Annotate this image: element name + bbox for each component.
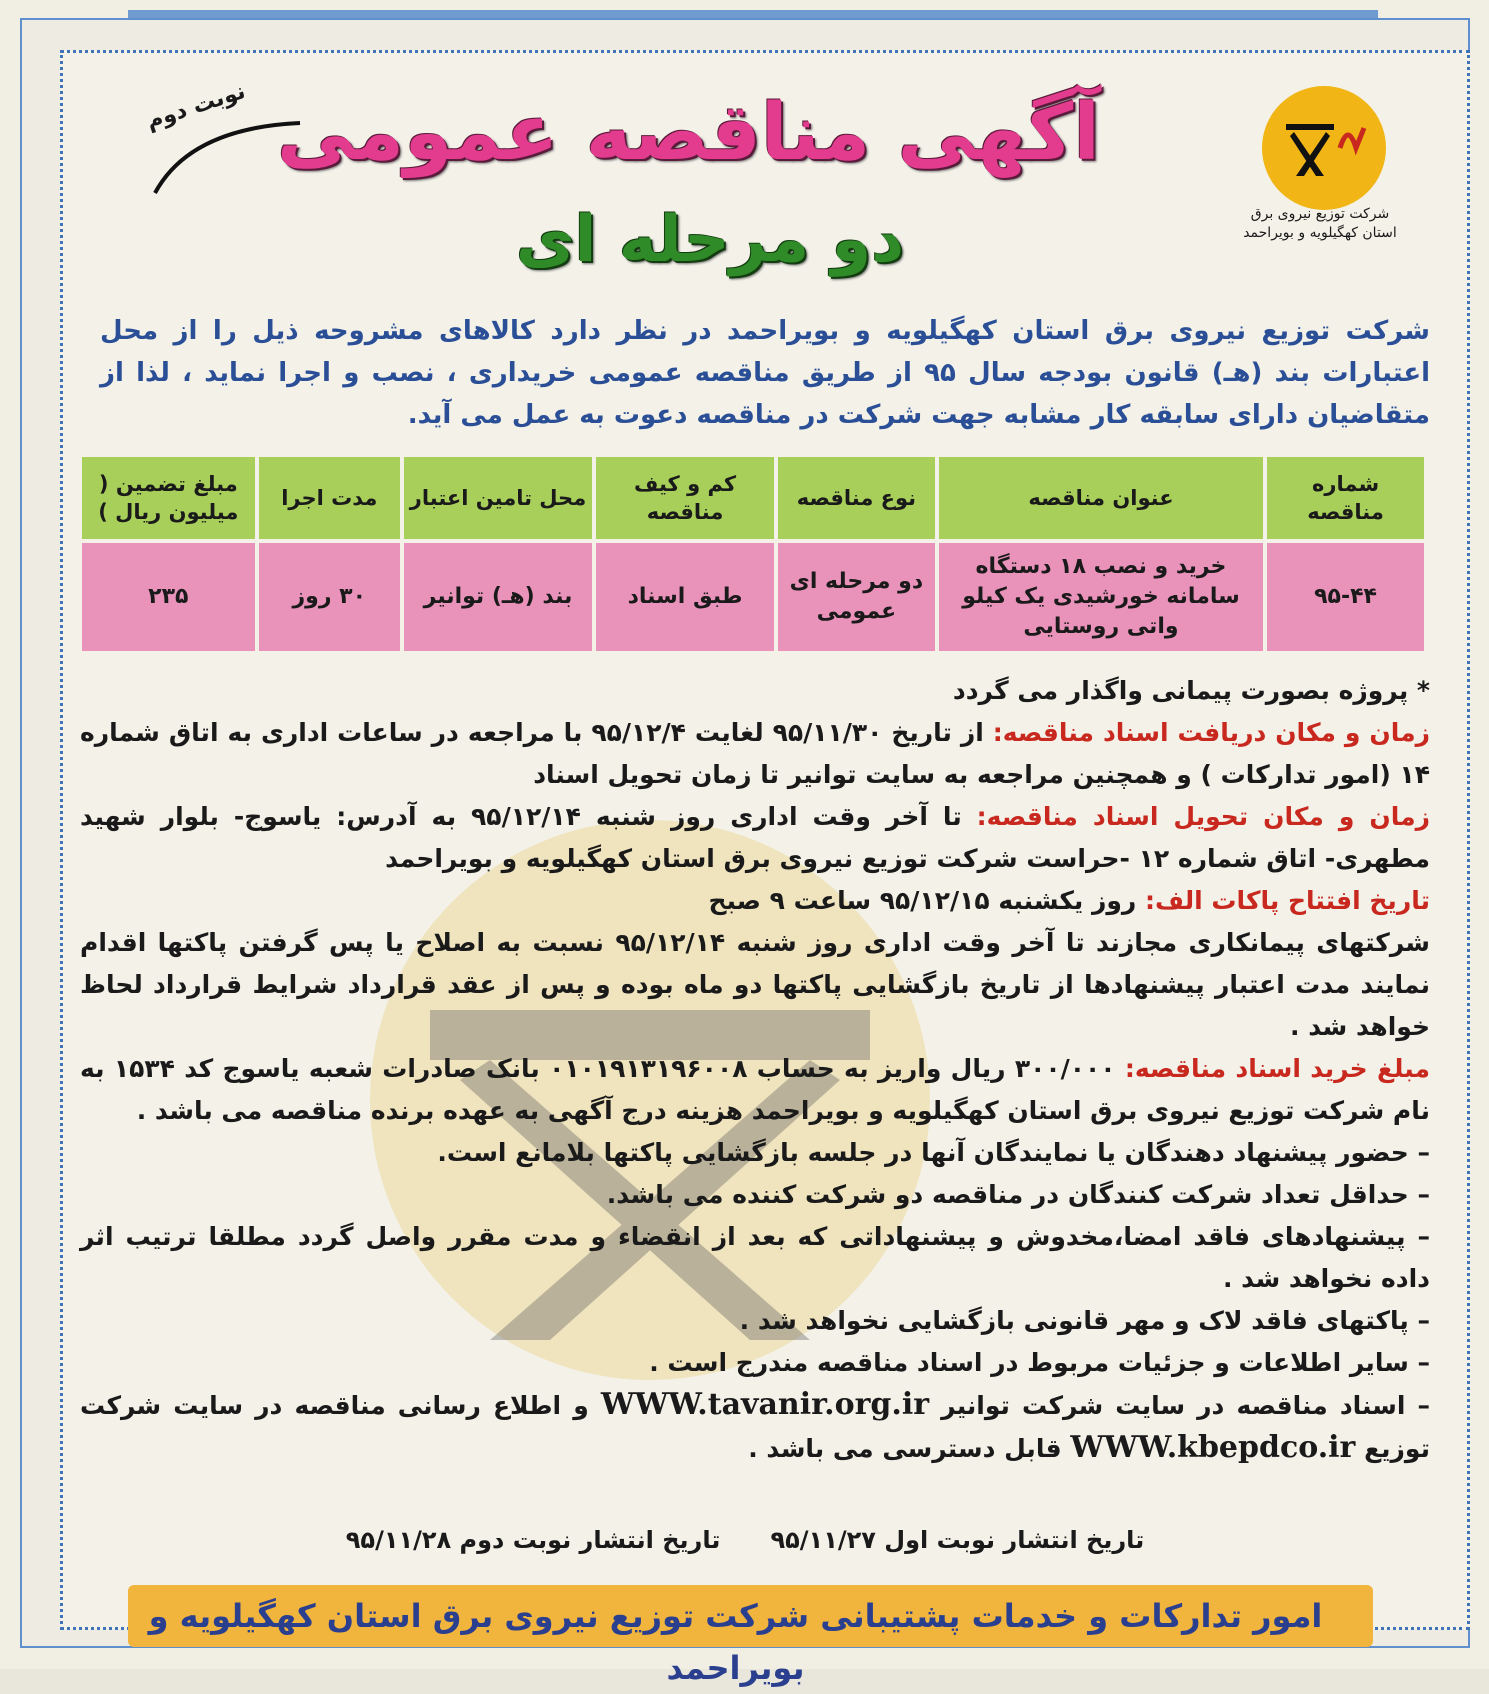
header-cell: محل تامین اعتبار xyxy=(404,457,592,539)
list-item: – پاکتهای فاقد لاک و مهر قانونی بازگشایی نخواهد شد . xyxy=(739,1306,1430,1335)
table-cell: ۲۳۵ xyxy=(82,543,255,651)
second-publish-date: تاریخ انتشار نوبت دوم ۹۵/۱۱/۲۸ xyxy=(345,1526,721,1554)
first-publish-date: تاریخ انتشار نوبت اول ۹۵/۱۱/۲۷ xyxy=(770,1526,1145,1554)
purchase-label: مبلغ خرید اسناد مناقصه: xyxy=(1124,1054,1430,1083)
table-cell: دو مرحله ای عمومی xyxy=(778,543,935,651)
opening-text: روز یکشنبه ۹۵/۱۲/۱۵ ساعت ۹ صبح xyxy=(708,886,1137,915)
delivery-text: تا آخر وقت اداری روز شنبه ۹۵/۱۲/۱۴ به آدرس: یاسوج- بلوار شهید مطهری- اتاق شماره ۱۲ -حراست شرکت توزیع نیروی برق استان کهگیلویه و بویراحمد xyxy=(80,802,1430,873)
list-item: – پیشنهادهای فاقد امضا،مخدوش و پیشنهاداتی که بعد از انقضاء و مدت مقرر واصل گردد مطلقا ترتیب اثر داده نخواهد شد . xyxy=(80,1222,1430,1293)
header-cell: مبلغ تضمین ( میلیون ریال ) xyxy=(82,457,255,539)
purchase-text: ۳۰۰/۰۰۰ ریال واریز به حساب ۰۱۰۱۹۱۳۱۹۶۰۰۸ بانک صادرات شعبه یاسوج کد ۱۵۳۴ به نام شرکت توزیع نیروی برق استان کهگیلویه و بویراحمد هزینه درج آگهی به عهده برنده مناقصه می باشد . xyxy=(80,1054,1430,1125)
list-item: – سایر اطلاعات و جزئیات مربوط در اسناد مناقصه مندرج است . xyxy=(649,1348,1430,1377)
delivery-label: زمان و مکان تحویل اسناد مناقصه: xyxy=(976,802,1430,831)
brand-line-1: شرکت توزیع نیروی برق xyxy=(1250,206,1390,222)
list-item: – حداقل تعداد شرکت کنندگان در مناقصه دو شرکت کننده می باشد. xyxy=(606,1180,1430,1209)
footer-text: امور تدارکات و خدمات پشتیبانی شرکت توزیع نیروی برق استان کهگیلویه و بویراحمد xyxy=(148,1597,1323,1687)
table-cell: ۳۰ روز xyxy=(259,543,400,651)
header-cell: مدت اجرا xyxy=(259,457,400,539)
publish-dates xyxy=(280,1526,1210,1554)
brand-line-2: استان کهگیلویه و بویراحمد xyxy=(1243,225,1397,241)
purchase-docs xyxy=(80,1048,1430,1132)
contract-note: * پروژه بصورت پیمانی واگذار می گردد xyxy=(952,676,1430,705)
deliver-docs xyxy=(80,796,1430,880)
receive-text: از تاریخ ۹۵/۱۱/۳۰ لغایت ۹۵/۱۲/۴ با مراجعه در ساعات اداری به اتاق شماره ۱۴ (امور تدارکات ) و همچنین مراجعه به سایت توانیر تا زمان تحویل اسناد xyxy=(80,718,1430,789)
docs-text-mid: و اطلاع رسانی مناقصه در سایت شرکت توزیع xyxy=(80,1391,1430,1463)
table-cell: ۹۵-۴۴ xyxy=(1267,543,1424,651)
header-cell: کم و کیف مناقصه xyxy=(596,457,774,539)
list-item: – حضور پیشنهاد دهندگان یا نمایندگان آنها در جلسه بازگشایی پاکتها بلامانع است. xyxy=(437,1138,1430,1167)
header-cell: عنوان مناقصه xyxy=(939,457,1263,539)
table-cell: بند (هـ) توانیر xyxy=(404,543,592,651)
header-cell: شماره مناقصه xyxy=(1267,457,1424,539)
power-tower-icon xyxy=(1284,118,1368,178)
ad-body xyxy=(80,670,1430,1470)
receive-docs xyxy=(80,712,1430,796)
turn-label: نوبت دوم xyxy=(143,78,249,135)
tender-table xyxy=(78,453,1428,655)
table-row xyxy=(82,543,1424,651)
kbepdco-link[interactable]: WWW.kbepdco.ir xyxy=(1070,1430,1356,1465)
table-cell: خرید و نصب ۱۸ دستگاه سامانه خورشیدی یک کیلو واتی روستایی xyxy=(939,543,1263,651)
docs-websites xyxy=(80,1384,1430,1470)
docs-text-pre: – اسناد مناقصه در سایت شرکت توانیر xyxy=(941,1391,1430,1420)
opening-label: تاریخ افتتاح پاکات الف: xyxy=(1145,886,1430,915)
table-cell: طبق اسناد xyxy=(596,543,774,651)
tavanir-link[interactable]: WWW.tavanir.org.ir xyxy=(600,1387,930,1422)
page-subtitle: دو مرحله ای xyxy=(515,203,905,277)
page-title: آگهی مناقصه عمومی xyxy=(276,88,1100,178)
docs-text-post: قابل دسترسی می باشد . xyxy=(748,1434,1062,1463)
table-header-row xyxy=(82,457,1424,539)
brand-name xyxy=(1220,205,1420,243)
header-cell: نوع مناقصه xyxy=(778,457,935,539)
receive-label: زمان و مکان دریافت اسناد مناقصه: xyxy=(992,718,1430,747)
opening-date xyxy=(80,880,1430,922)
contractors-paragraph: شرکتهای پیمانکاری مجازند تا آخر وقت اداری روز شنبه ۹۵/۱۲/۱۴ نسبت به اصلاح یا پس گرفتن پاکتها اقدام نمایند مدت اعتبار پیشنهادها از تاریخ بازگشایی پاکتها دو ماه بوده و پس از عقد قرارداد شرایط قرارداد لحاظ خواهد شد . xyxy=(80,928,1430,1041)
intro-paragraph: شرکت توزیع نیروی برق استان کهگیلویه و بویراحمد در نظر دارد کالاهای مشروحه ذیل را از محل اعتبارات بند (هـ) قانون بودجه سال ۹۵ از طریق مناقصه عمومی خریداری ، نصب و اجرا نماید ، لذا از متقاضیان دارای سابقه کار مشابه جهت شرکت در مناقصه دعوت به عمل می آید. xyxy=(100,316,1430,430)
